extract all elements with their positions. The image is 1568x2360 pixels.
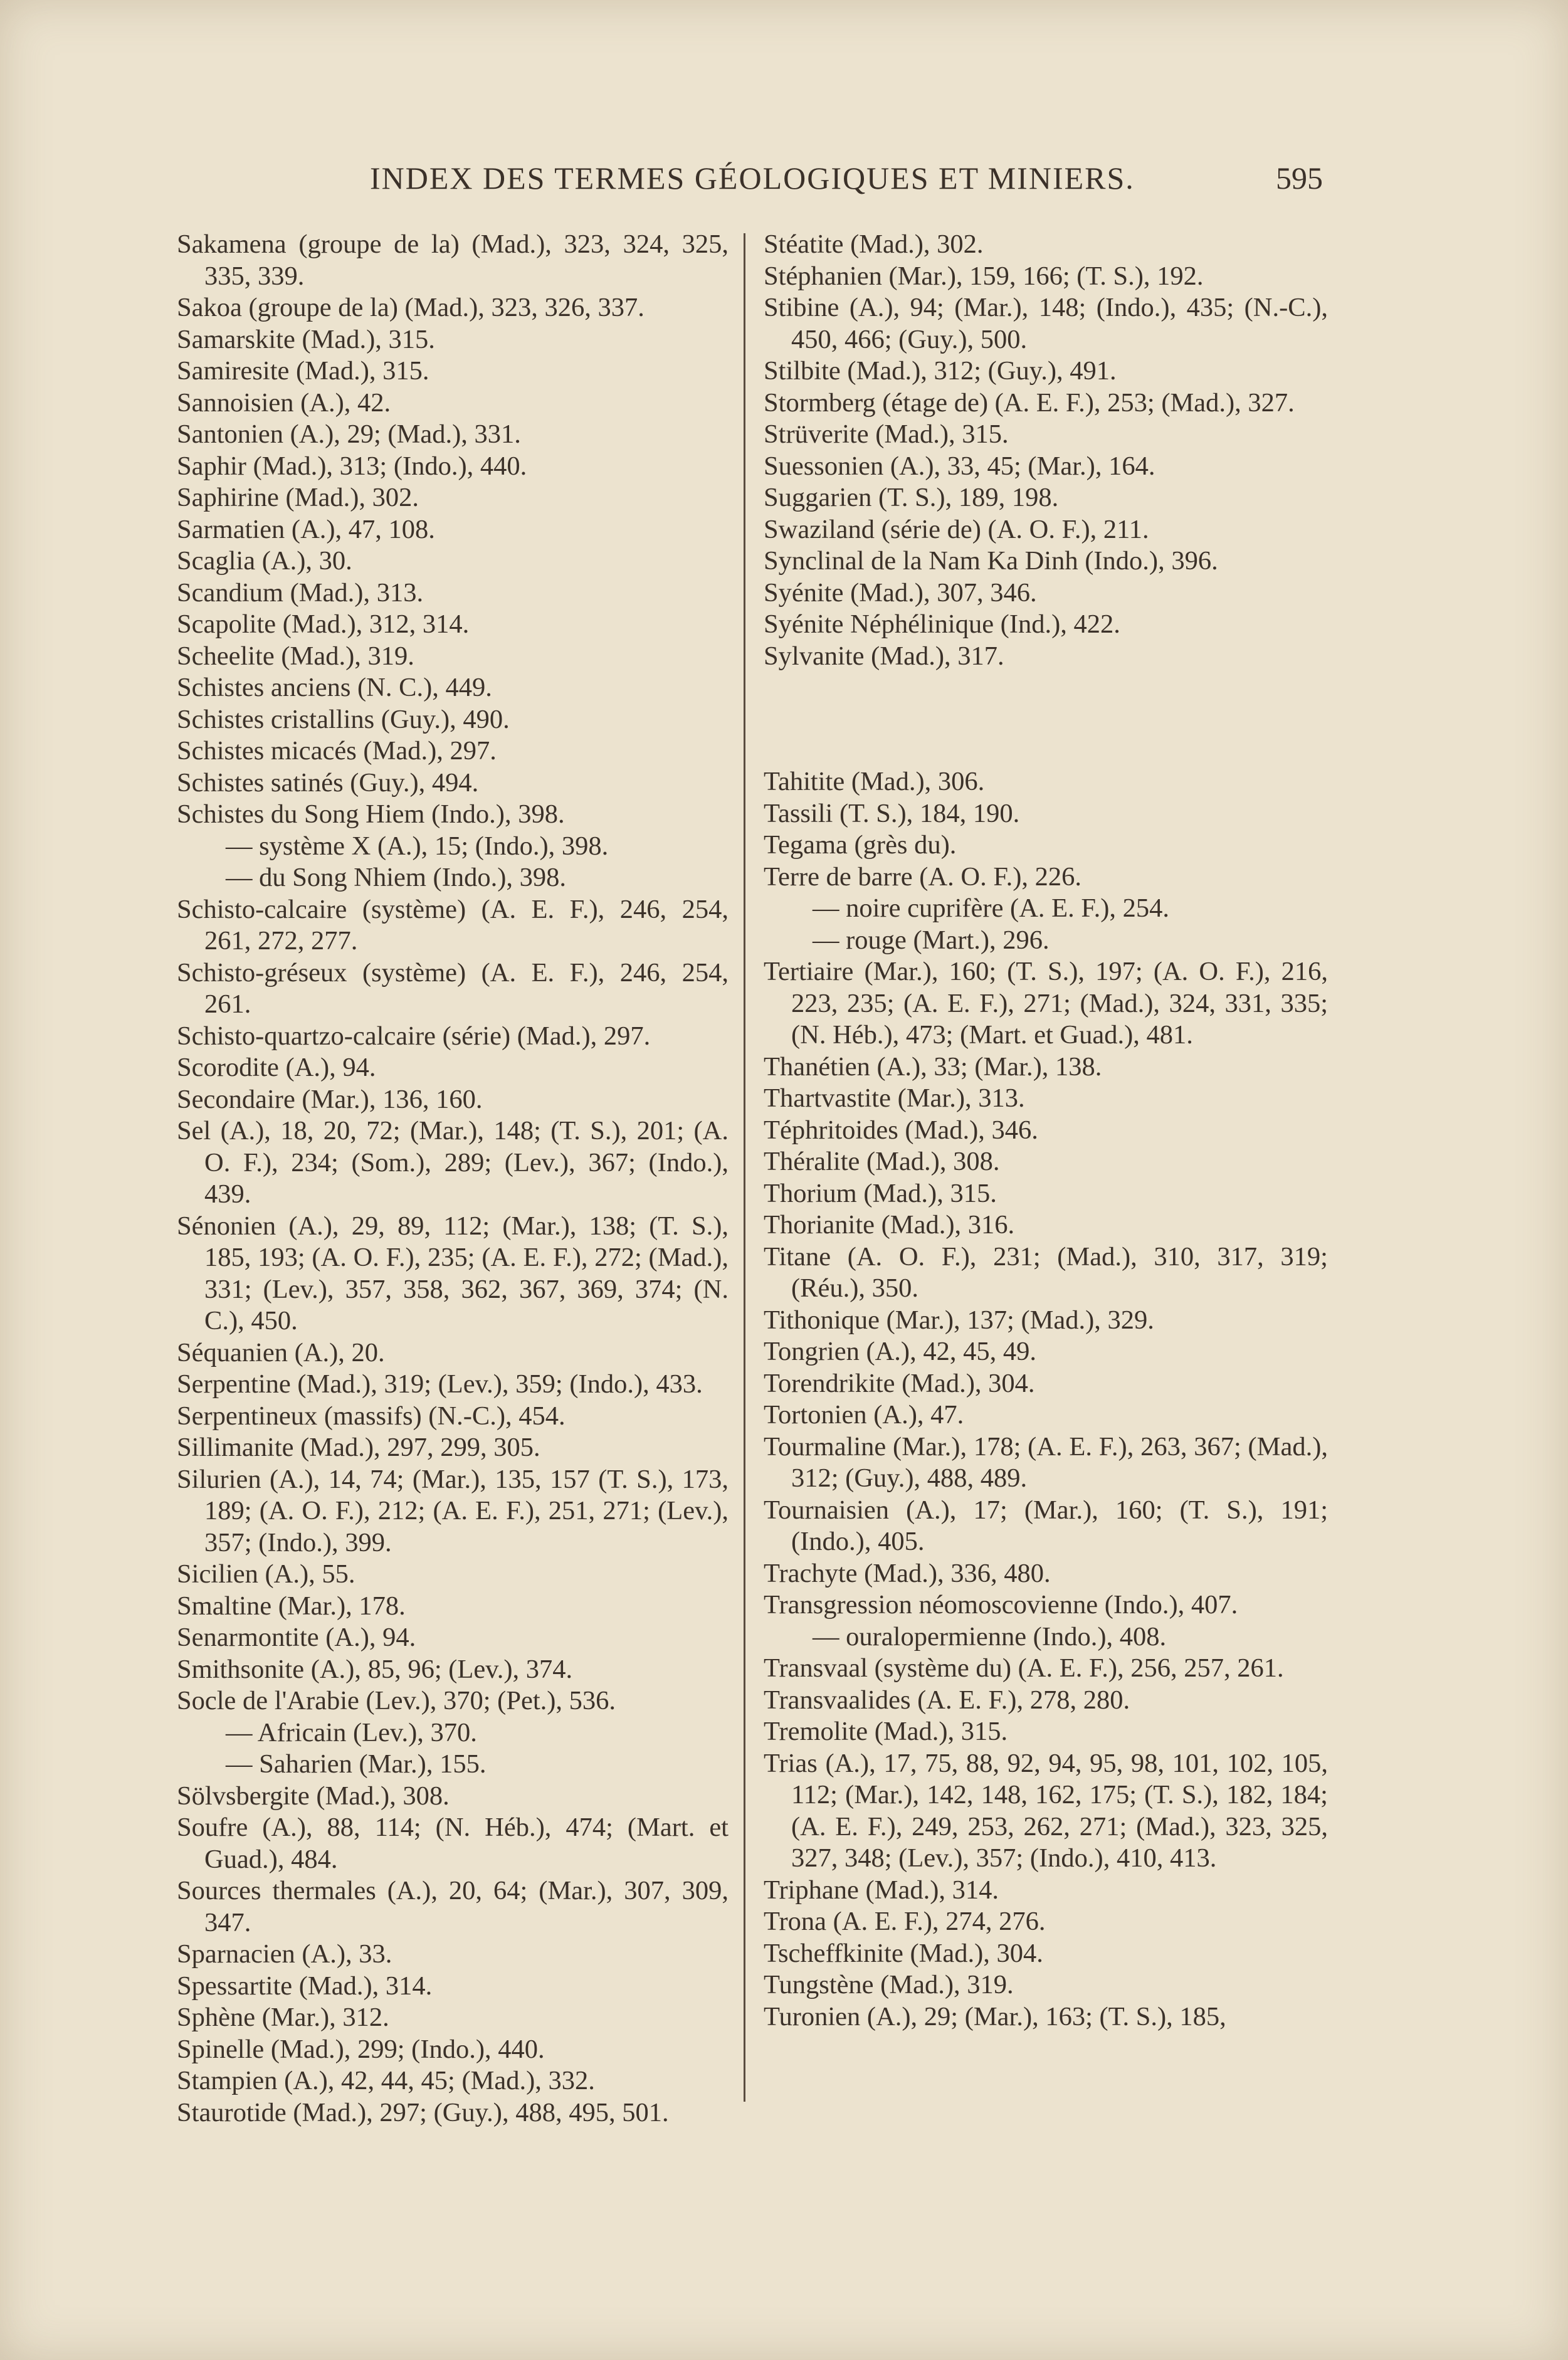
index-entry: Suessonien (A.), 33, 45; (Mar.), 164.	[764, 451, 1155, 481]
index-entry: Saphirine (Mad.), 302.	[177, 483, 419, 512]
index-entry: Titane (A. O. F.), 231; (Mad.), 310, 317, 319; (Réu.), 350.	[764, 1241, 1328, 1303]
index-entry: Suggarien (T. S.), 189, 198.	[764, 483, 1059, 512]
index-entry: Trachyte (Mad.), 336, 480.	[764, 1558, 1051, 1588]
index-entry: Scandium (Mad.), 313.	[177, 577, 424, 608]
index-entry: Schisto-gréseux (système) (A. E. F.), 246, 254, 261.	[177, 957, 729, 1019]
index-entry: Sakamena (groupe de la) (Mad.), 323, 324, 325, 335, 339.	[177, 229, 729, 291]
index-entry: Séquanien (A.), 20.	[177, 1337, 385, 1367]
index-entry: Santonien (A.), 29; (Mad.), 331.	[177, 419, 521, 449]
index-entry: Tegama (grès du).	[764, 830, 957, 860]
index-entry: Soufre (A.), 88, 114; (N. Héb.), 474; (Mart. et Guad.), 484.	[177, 1813, 729, 1874]
index-entry: Silurien (A.), 14, 74; (Mar.), 135, 157 (T. S.), 173, 189; (A. O. F.), 212; (A. E. F.), 251, 271; (Lev.), 357; (Indo.), 399.	[177, 1464, 729, 1557]
letter-section-gap	[764, 672, 1328, 766]
index-subentry: — Africain (Lev.), 370.	[226, 1717, 477, 1747]
index-entry: Thorianite (Mad.), 316.	[764, 1210, 1015, 1240]
index-entry: Smithsonite (A.), 85, 96; (Lev.), 374.	[177, 1654, 573, 1684]
index-entry: Transvaalides (A. E. F.), 278, 280.	[764, 1685, 1130, 1715]
index-entry: Schistes micacés (Mad.), 297.	[177, 736, 497, 766]
index-entry: Stilbite (Mad.), 312; (Guy.), 491.	[764, 356, 1117, 386]
index-entry: Triphane (Mad.), 314.	[764, 1875, 999, 1905]
page-number: 595	[1276, 161, 1323, 196]
index-entry: Théralite (Mad.), 308.	[764, 1147, 1000, 1176]
index-entry: Spinelle (Mad.), 299; (Indo.), 440.	[177, 2034, 545, 2064]
index-entry: Sölvsbergite (Mad.), 308.	[177, 1781, 450, 1811]
index-entry: Scorodite (A.), 94.	[177, 1053, 376, 1082]
index-entry: Scaglia (A.), 30.	[177, 546, 352, 576]
index-entry: Secondaire (Mar.), 136, 160.	[177, 1084, 483, 1114]
index-entry: Schistes cristallins (Guy.), 490.	[177, 704, 510, 734]
index-entry: Tournaisien (A.), 17; (Mar.), 160; (T. S.), 191; (Indo.), 405.	[764, 1495, 1328, 1556]
index-entry: Tahitite (Mad.), 306.	[764, 767, 985, 796]
index-entry: Sénonien (A.), 29, 89, 112; (Mar.), 138; (T. S.), 185, 193; (A. O. F.), 235; (A. E. F.), 272; (Mad.), 331; (Lev.), 357, 358, 362, 367, 369, 374; (N. C.), 450.	[177, 1211, 729, 1335]
index-entry: Swaziland (série de) (A. O. F.), 211.	[764, 514, 1149, 544]
index-entry: Schisto-quartzo-calcaire (série) (Mad.), 297.	[177, 1021, 651, 1051]
index-entry: Smaltine (Mar.), 178.	[177, 1591, 406, 1621]
index-entry: Stéphanien (Mar.), 159, 166; (T. S.), 192.	[764, 261, 1204, 291]
index-entry: Thartvastite (Mar.), 313.	[764, 1083, 1025, 1113]
index-subentry: — rouge (Mart.), 296.	[813, 925, 1050, 955]
index-entry: Transgression néomoscovienne (Indo.), 407.	[764, 1590, 1238, 1620]
index-entry: Sphène (Mar.), 312.	[177, 2003, 389, 2032]
index-entry: Tortonien (A.), 47.	[764, 1400, 964, 1430]
index-subentry: — système X (A.), 15; (Indo.), 398.	[226, 831, 609, 861]
index-entry: Scheelite (Mad.), 319.	[177, 641, 414, 671]
index-entry: Turonien (A.), 29; (Mar.), 163; (T. S.), 185,	[764, 2001, 1226, 2031]
index-entry: Sannoisien (A.), 42.	[177, 387, 391, 418]
index-entry: Socle de l'Arabie (Lev.), 370; (Pet.), 536.	[177, 1686, 616, 1715]
index-entry: Staurotide (Mad.), 297; (Guy.), 488, 495, 501.	[177, 2097, 669, 2127]
index-entry: Serpentineux (massifs) (N.-C.), 454.	[177, 1401, 566, 1431]
index-entry: Terre de barre (A. O. F.), 226.	[764, 861, 1081, 892]
index-entry: Saphir (Mad.), 313; (Indo.), 440.	[177, 451, 527, 481]
index-entry: Senarmontite (A.), 94.	[177, 1623, 416, 1652]
index-entry: Thanétien (A.), 33; (Mar.), 138.	[764, 1051, 1102, 1082]
index-entry: Téphritoides (Mad.), 346.	[764, 1115, 1038, 1145]
index-entry: Tertiaire (Mar.), 160; (T. S.), 197; (A. O. F.), 216, 223, 235; (A. E. F.), 271; (Mad.), 324, 331, 335; (N. Héb.), 473; (Mart. et Guad.), 481.	[764, 957, 1328, 1050]
index-entry: Sarmatien (A.), 47, 108.	[177, 514, 435, 544]
index-entry: Trias (A.), 17, 75, 88, 92, 94, 95, 98, 101, 102, 105, 112; (Mar.), 142, 148, 162, 175; (T. S.), 182, 184; (A. E. F.), 249, 253, 262, 271; (Mad.), 323, 325, 327, 348; (Lev.), 357; (Indo.), 410, 413.	[764, 1748, 1328, 1873]
index-entry: Serpentine (Mad.), 319; (Lev.), 359; (Indo.), 433.	[177, 1369, 703, 1399]
index-entry: Thorium (Mad.), 315.	[764, 1178, 997, 1208]
index-subentry: — du Song Nhiem (Indo.), 398.	[226, 863, 567, 892]
index-entry: Sources thermales (A.), 20, 64; (Mar.), 307, 309, 347.	[177, 1876, 729, 1937]
index-entry: Sillimanite (Mad.), 297, 299, 305.	[177, 1433, 540, 1462]
index-entry: Transvaal (système du) (A. E. F.), 256, 257, 261.	[764, 1653, 1284, 1683]
index-entry: Tongrien (A.), 42, 45, 49.	[764, 1337, 1036, 1366]
index-subentry: — ouralopermienne (Indo.), 408.	[813, 1621, 1167, 1651]
column-divider	[744, 233, 745, 2102]
index-entry: Tithonique (Mar.), 137; (Mad.), 329.	[764, 1305, 1154, 1335]
index-entry: Sparnacien (A.), 33.	[177, 1939, 392, 1969]
index-entry: Spessartite (Mad.), 314.	[177, 1971, 433, 2001]
index-entry: Syénite Néphélinique (Ind.), 422.	[764, 609, 1120, 639]
index-entry: Scapolite (Mad.), 312, 314.	[177, 609, 470, 639]
index-entry: Schistes anciens (N. C.), 449.	[177, 673, 492, 702]
index-entry: Strüverite (Mad.), 315.	[764, 419, 1009, 449]
index-entry: Torendrikite (Mad.), 304.	[764, 1368, 1035, 1398]
index-entry: Sakoa (groupe de la) (Mad.), 323, 326, 337.	[177, 293, 645, 322]
index-entry: Samarskite (Mad.), 315.	[177, 324, 435, 354]
index-entry: Stéatite (Mad.), 302.	[764, 229, 984, 259]
index-column-left	[177, 229, 729, 2129]
index-entry: Synclinal de la Nam Ka Dinh (Indo.), 396.	[764, 546, 1218, 576]
index-entry: Sel (A.), 18, 20, 72; (Mar.), 148; (T. S.), 201; (A. O. F.), 234; (Som.), 289; (Lev.), 367; (Indo.), 439.	[177, 1116, 729, 1209]
index-entry: Stormberg (étage de) (A. E. F.), 253; (Mad.), 327.	[764, 387, 1295, 418]
index-entry: Tscheffkinite (Mad.), 304.	[764, 1938, 1043, 1968]
index-entry: Sylvanite (Mad.), 317.	[764, 641, 1004, 671]
index-entry: Schisto-calcaire (système) (A. E. F.), 246, 254, 261, 272, 277.	[177, 894, 729, 956]
index-entry: Stampien (A.), 42, 44, 45; (Mad.), 332.	[177, 2066, 595, 2095]
running-head-title: INDEX DES TERMES GÉOLOGIQUES ET MINIERS.	[370, 161, 1135, 196]
index-entry: Tourmaline (Mar.), 178; (A. E. F.), 263, 367; (Mad.), 312; (Guy.), 488, 489.	[764, 1431, 1328, 1493]
index-entry: Stibine (A.), 94; (Mar.), 148; (Indo.), 435; (N.-C.), 450, 466; (Guy.), 500.	[764, 293, 1328, 354]
index-entry: Syénite (Mad.), 307, 346.	[764, 577, 1037, 608]
index-entry: Tungstène (Mad.), 319.	[764, 1970, 1014, 1999]
index-entry: Trona (A. E. F.), 274, 276.	[764, 1907, 1046, 1936]
index-entry: Tassili (T. S.), 184, 190.	[764, 798, 1020, 828]
index-entry: Tremolite (Mad.), 315.	[764, 1717, 1008, 1746]
index-subentry: — Saharien (Mar.), 155.	[226, 1749, 487, 1779]
index-entry: Samiresite (Mad.), 315.	[177, 356, 429, 386]
index-entry: Schistes satinés (Guy.), 494.	[177, 767, 479, 798]
index-entry: Sicilien (A.), 55.	[177, 1559, 355, 1589]
index-column-right	[764, 229, 1328, 2033]
index-subentry: — noire cuprifère (A. E. F.), 254.	[813, 893, 1169, 923]
index-entry: Schistes du Song Hiem (Indo.), 398.	[177, 799, 565, 829]
